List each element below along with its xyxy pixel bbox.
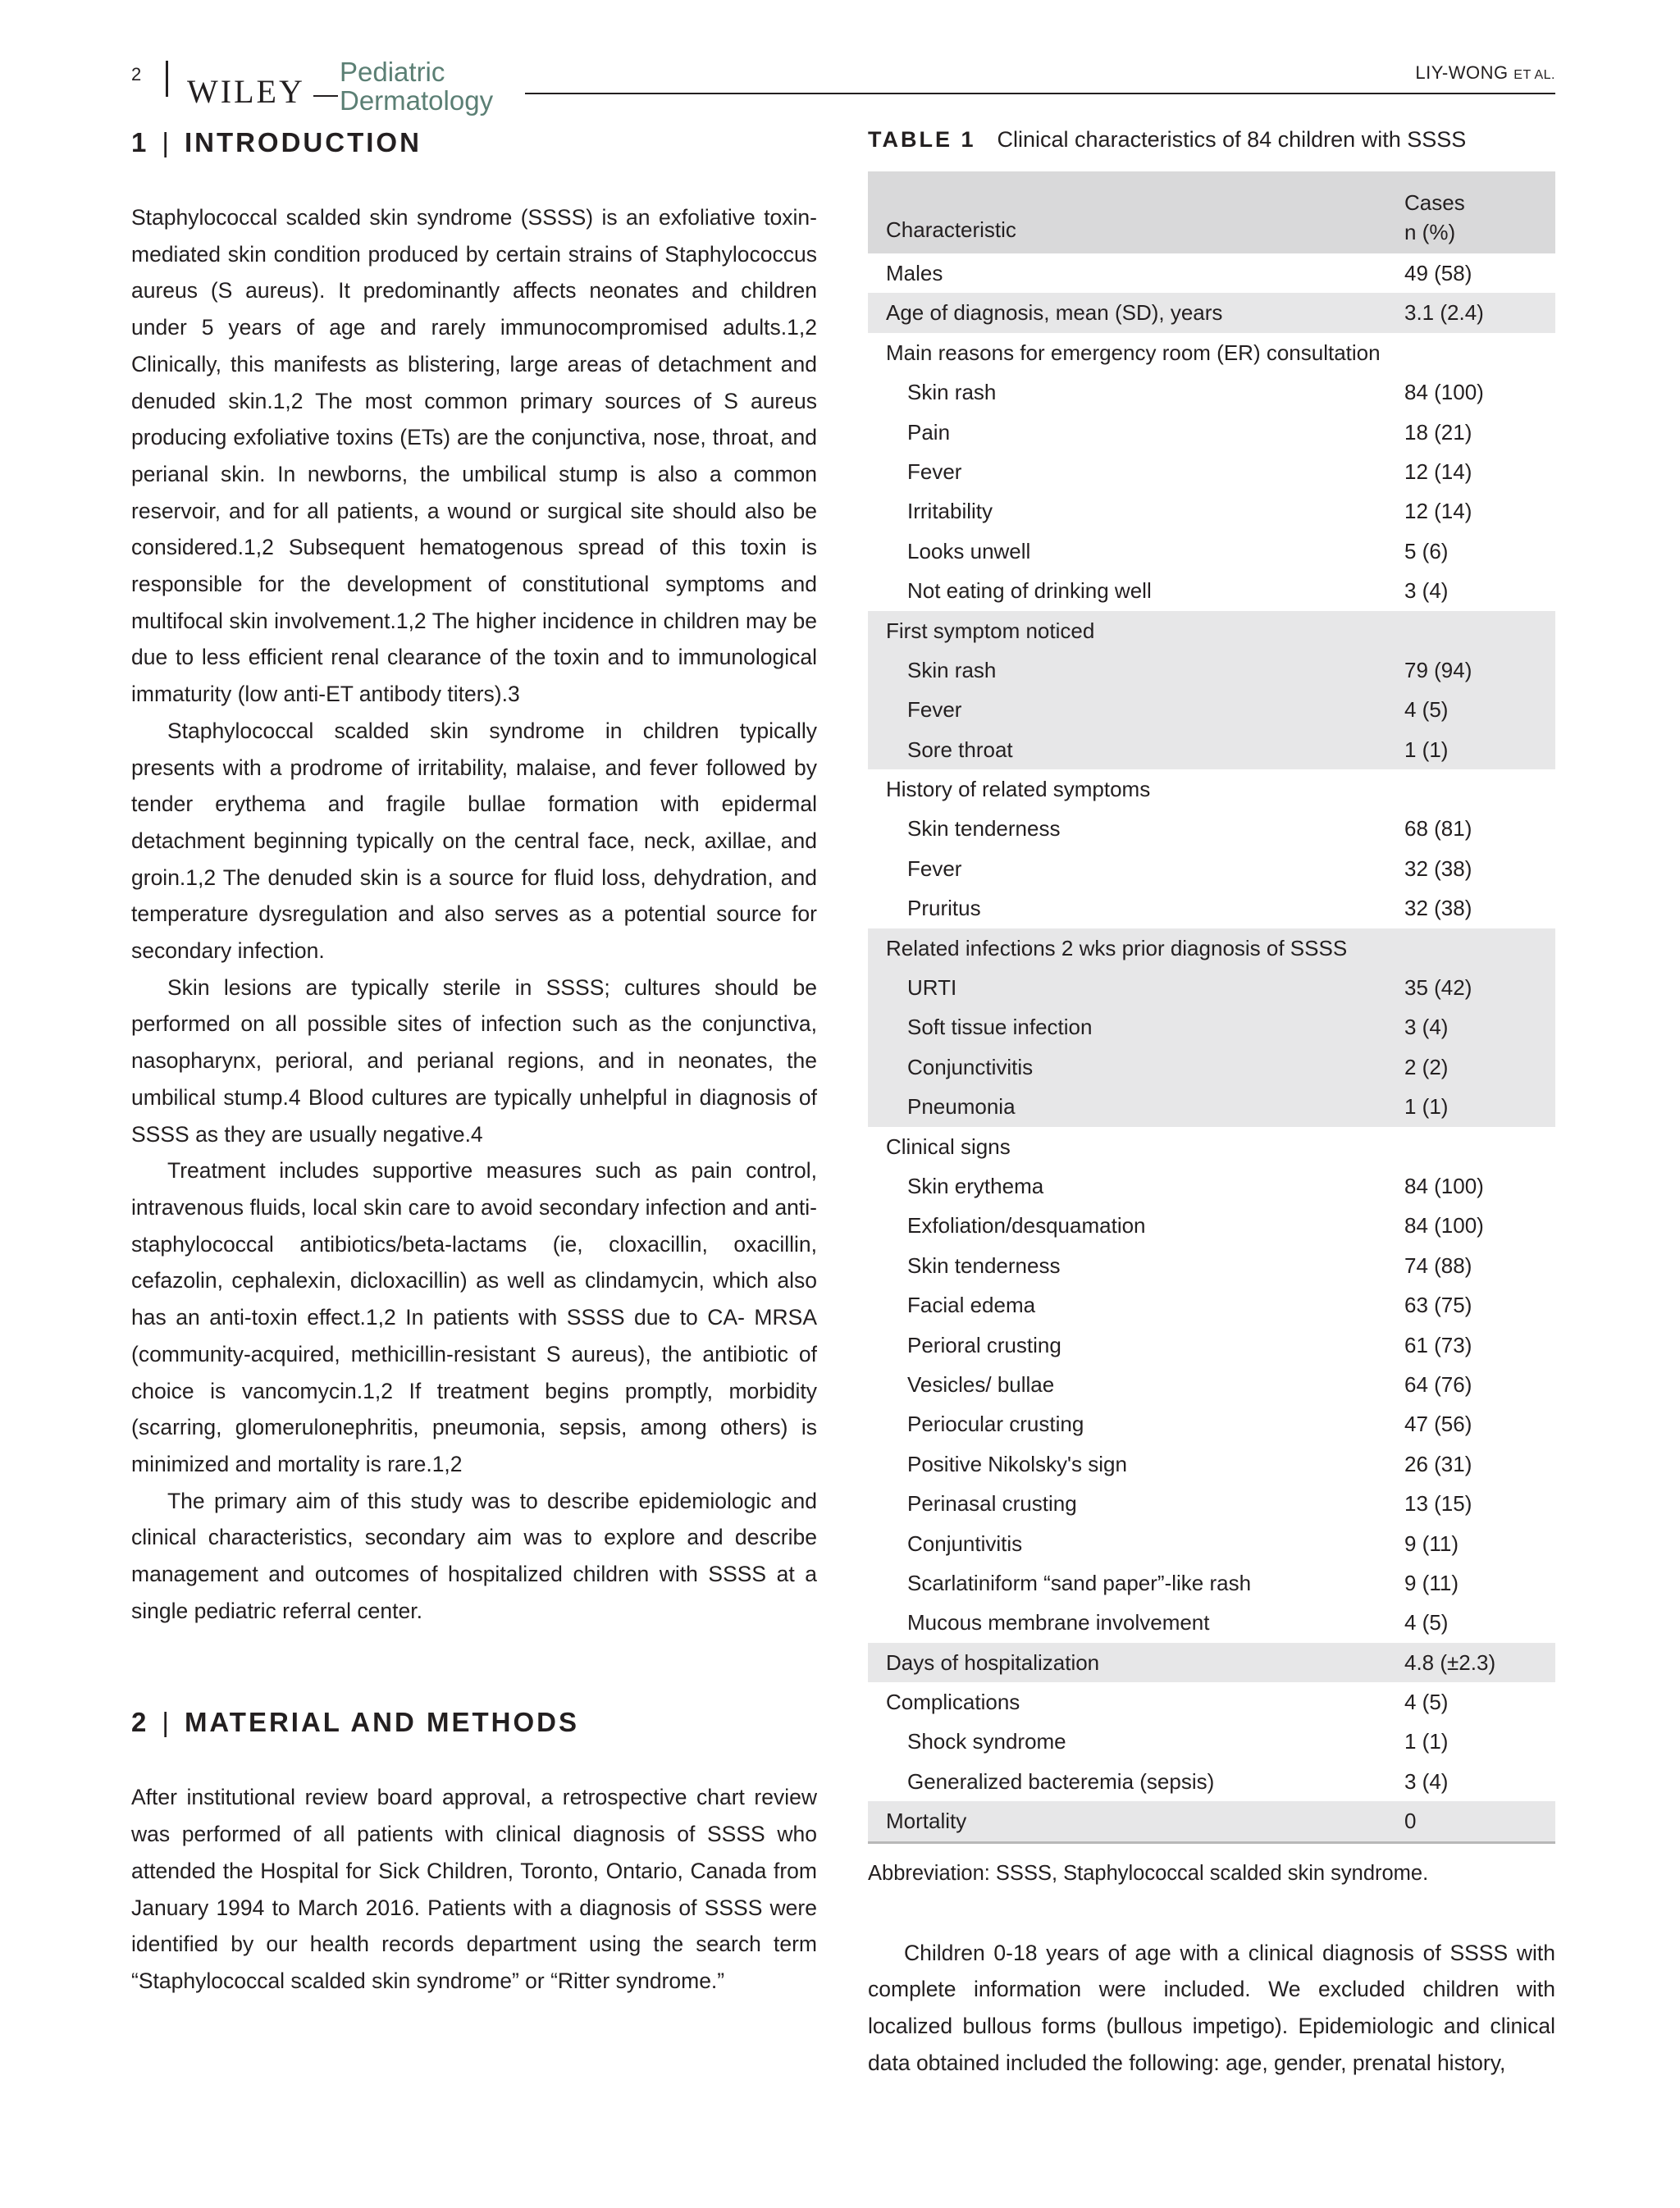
row-value: 9 (11) bbox=[1404, 1570, 1459, 1595]
row-label: Age of diagnosis, mean (SD), years bbox=[886, 300, 1223, 326]
row-value: 4.8 (±2.3) bbox=[1404, 1649, 1496, 1675]
row-value: 35 (42) bbox=[1404, 975, 1472, 1001]
table-body bbox=[868, 253, 1555, 1841]
row-label: Sore throat bbox=[907, 737, 1013, 762]
row-label: Scarlatiniform “sand paper”-like rash bbox=[907, 1570, 1252, 1595]
table-row bbox=[868, 452, 1555, 491]
header-rule bbox=[525, 93, 1555, 94]
table-row bbox=[868, 1007, 1555, 1047]
table-row bbox=[868, 1246, 1555, 1285]
table-row bbox=[868, 1325, 1555, 1365]
paragraph: Skin lesions are typically sterile in SSSS; cultures should be performed on all possible sites of infection such as the conjunctiva, nasopharynx, perioral, and perianal regions, and in neonates, the umbilical stump.4 Blood cultures are typically unhelpful in diagnosis of SSSS as they are usually negative.4 bbox=[131, 974, 817, 1147]
row-value: 12 (14) bbox=[1404, 499, 1472, 524]
row-value: 84 (100) bbox=[1404, 1173, 1484, 1198]
row-label: Irritability bbox=[907, 499, 993, 524]
row-value: 63 (75) bbox=[1404, 1293, 1472, 1318]
table-title: Clinical characteristics of 84 children with SSSS bbox=[997, 127, 1467, 152]
section-title: MATERIAL AND METHODS bbox=[184, 1707, 579, 1738]
section-separator: | bbox=[162, 1707, 171, 1738]
table-row bbox=[868, 650, 1555, 690]
row-label: Positive Nikolsky's sign bbox=[907, 1451, 1127, 1476]
table-row bbox=[868, 372, 1555, 412]
row-label: First symptom noticed bbox=[886, 618, 1095, 643]
row-label: Pain bbox=[907, 419, 951, 445]
table-row bbox=[868, 1563, 1555, 1603]
table-row bbox=[868, 1206, 1555, 1245]
column-header-cases-line2: n (%) bbox=[1404, 220, 1456, 244]
row-value: 61 (73) bbox=[1404, 1332, 1472, 1357]
row-value: 32 (38) bbox=[1404, 896, 1472, 921]
row-value: 4 (5) bbox=[1404, 1610, 1449, 1635]
row-label: Pruritus bbox=[907, 896, 981, 921]
row-value: 4 (5) bbox=[1404, 1690, 1449, 1715]
row-value: 84 (100) bbox=[1404, 1213, 1484, 1239]
table-row bbox=[868, 1682, 1555, 1722]
row-label: Perioral crusting bbox=[907, 1332, 1061, 1357]
row-value: 74 (88) bbox=[1404, 1252, 1472, 1278]
table-row bbox=[868, 1127, 1555, 1166]
methods-continuation bbox=[868, 1935, 1555, 2082]
section-heading-introduction bbox=[131, 127, 817, 168]
table-header-row bbox=[868, 171, 1555, 253]
row-label: Fever bbox=[907, 855, 962, 881]
paragraph: The primary aim of this study was to describe epidemiologic and clinical characteristics, secondary aim was to explore and describe management and outcomes of hospitalized children with SSSS at a single pediatric referral center. bbox=[131, 1488, 817, 1623]
row-label: URTI bbox=[907, 975, 957, 1001]
row-value: 1 (1) bbox=[1404, 737, 1449, 762]
journal-name-line2: Dermatology bbox=[340, 85, 494, 116]
left-column bbox=[131, 127, 817, 2000]
row-label: Conjuntivitis bbox=[907, 1531, 1023, 1556]
row-value: 3 (4) bbox=[1404, 1768, 1449, 1794]
row-value: 3 (4) bbox=[1404, 578, 1449, 604]
row-value: 49 (58) bbox=[1404, 261, 1472, 285]
row-label: Clinical signs bbox=[886, 1134, 1011, 1159]
section-number: 1 bbox=[131, 127, 149, 157]
row-label: Related infections 2 wks prior diagnosis of SSSS bbox=[886, 935, 1348, 960]
row-label: Mucous membrane involvement bbox=[907, 1610, 1210, 1635]
table-row bbox=[868, 253, 1555, 293]
paragraph: After institutional review board approval, a retrospective chart review was performed of all patients with clinical diagnosis of SSSS who attended the Hospital for Sick Children, Toronto, Ontario, Canada from January 1994 to March 2016. Patients with a diagnosis of SSSS were identified by our health records department using the search term “Staphylococcal scalded skin syndrome” or “Ritter syndrome.” bbox=[131, 1785, 817, 1993]
row-label: Days of hospitalization bbox=[886, 1649, 1100, 1675]
row-label: History of related symptoms bbox=[886, 777, 1151, 802]
row-label: Complications bbox=[886, 1690, 1020, 1715]
row-label: Soft tissue infection bbox=[907, 1015, 1093, 1040]
table-row bbox=[868, 531, 1555, 571]
journal-name-line1: Pediatric bbox=[340, 57, 445, 87]
row-value: 64 (76) bbox=[1404, 1371, 1472, 1397]
page-number: 2 bbox=[131, 64, 142, 84]
table-label: TABLE 1 bbox=[868, 127, 976, 152]
table-row bbox=[868, 690, 1555, 729]
header-divider bbox=[166, 61, 168, 97]
logo-dash bbox=[313, 95, 338, 97]
row-label: Looks unwell bbox=[907, 538, 1031, 563]
table-row bbox=[868, 1524, 1555, 1563]
row-label: Skin tenderness bbox=[907, 816, 1061, 842]
row-value: 5 (6) bbox=[1404, 538, 1449, 563]
row-label: Perinasal crusting bbox=[907, 1491, 1077, 1517]
row-label: Main reasons for emergency room (ER) consultation bbox=[886, 340, 1381, 365]
table-row bbox=[868, 769, 1555, 809]
table-row bbox=[868, 968, 1555, 1007]
row-value: 79 (94) bbox=[1404, 657, 1472, 682]
row-label: Skin rash bbox=[907, 657, 997, 682]
row-value: 3 (4) bbox=[1404, 1015, 1449, 1040]
row-label: Facial edema bbox=[907, 1293, 1036, 1318]
paragraph: Staphylococcal scalded skin syndrome in children typically presents with a prodrome of irritability, malaise, and fever followed by tender erythema and fragile bullae formation with epidermal detachment beginning typically on the central face, neck, axillae, and groin.1,2 The denuded skin is a source for fluid loss, dehydration, and temperature dysregulation and also serves as a potential source for secondary infection. bbox=[131, 718, 817, 964]
running-head-suffix: ET AL. bbox=[1513, 68, 1555, 82]
row-value: 1 (1) bbox=[1404, 1094, 1449, 1120]
row-value: 32 (38) bbox=[1404, 855, 1472, 881]
table-row bbox=[868, 1603, 1555, 1642]
table-row bbox=[868, 1404, 1555, 1444]
row-label: Generalized bacteremia (sepsis) bbox=[907, 1768, 1215, 1794]
methods-body bbox=[131, 1779, 817, 1999]
publisher-logo: WILEY bbox=[187, 73, 305, 110]
running-head-author: LIY-WONG bbox=[1415, 62, 1509, 83]
table-row bbox=[868, 809, 1555, 848]
journal-name bbox=[340, 57, 493, 115]
table-row bbox=[868, 849, 1555, 888]
row-value: 47 (56) bbox=[1404, 1412, 1472, 1437]
column-header-cases-line1: Cases bbox=[1404, 190, 1465, 215]
row-value: 18 (21) bbox=[1404, 419, 1472, 445]
table-row bbox=[868, 1444, 1555, 1484]
section-heading-methods bbox=[131, 1707, 817, 1748]
table-row bbox=[868, 571, 1555, 610]
table-row bbox=[868, 1762, 1555, 1801]
row-label: Conjunctivitis bbox=[907, 1054, 1034, 1079]
running-head bbox=[1415, 62, 1555, 84]
row-label: Shock syndrome bbox=[907, 1729, 1066, 1754]
section-title: INTRODUCTION bbox=[184, 127, 422, 157]
column-header-characteristic: Characteristic bbox=[886, 217, 1016, 242]
table-row bbox=[868, 1643, 1555, 1682]
row-label: Skin rash bbox=[907, 380, 997, 405]
paragraph: Children 0-18 years of age with a clinical diagnosis of SSSS with complete information were included. We excluded children with localized bullous forms (bullous impetigo). Epidemiologic and clinical data obtained included the following: age, gender, prenatal history, bbox=[868, 1940, 1555, 2075]
row-label: Fever bbox=[907, 458, 962, 484]
row-label: Pneumonia bbox=[907, 1094, 1016, 1120]
row-label: Vesicles/ bullae bbox=[907, 1371, 1055, 1397]
introduction-body bbox=[131, 199, 817, 1629]
table-row bbox=[868, 491, 1555, 531]
row-label: Skin erythema bbox=[907, 1173, 1044, 1198]
table-row bbox=[868, 1285, 1555, 1325]
table-row bbox=[868, 1166, 1555, 1206]
table-footnote: Abbreviation: SSSS, Staphylococcal scalded skin syndrome. bbox=[868, 1861, 1429, 1885]
table-row bbox=[868, 611, 1555, 650]
row-value: 9 (11) bbox=[1404, 1531, 1459, 1556]
section-number: 2 bbox=[131, 1707, 149, 1738]
page-header bbox=[131, 56, 1555, 121]
row-label: Not eating of drinking well bbox=[907, 578, 1152, 604]
row-value: 12 (14) bbox=[1404, 458, 1472, 484]
row-label: Males bbox=[886, 261, 943, 285]
table-row bbox=[868, 888, 1555, 928]
table-row bbox=[868, 413, 1555, 452]
row-value: 2 (2) bbox=[1404, 1054, 1449, 1079]
table-caption bbox=[868, 127, 1555, 171]
table-row bbox=[868, 1484, 1555, 1523]
row-value: 4 (5) bbox=[1404, 697, 1449, 723]
right-column bbox=[868, 127, 1555, 2081]
row-label: Mortality bbox=[886, 1809, 967, 1834]
row-label: Periocular crusting bbox=[907, 1412, 1084, 1437]
row-label: Exfoliation/desquamation bbox=[907, 1213, 1146, 1239]
row-value: 68 (81) bbox=[1404, 816, 1472, 842]
table-row bbox=[868, 1365, 1555, 1404]
table-bottom-rule bbox=[868, 1841, 1555, 1844]
table-row bbox=[868, 1087, 1555, 1126]
table-row bbox=[868, 333, 1555, 372]
column-header-cases bbox=[1404, 188, 1465, 247]
table-row bbox=[868, 1801, 1555, 1841]
row-label: Skin tenderness bbox=[907, 1252, 1061, 1278]
paragraph: Treatment includes supportive measures such as pain control, intravenous fluids, local skin care to avoid secondary infection and anti-staphylococcal antibiotics/beta-lactams (ie, cloxacillin, oxacillin, cefazolin, cephalexin, dicloxacillin) as well as clindamycin, which also has an anti-toxin effect.1,2 In patients with SSSS due to CA- MRSA (community-acquired, methicillin-resistant S aureus), the antibiotic of choice is vancomycin.1,2 If treatment begins promptly, morbidity (scarring, glomerulonephritis, pneumonia, sepsis, among others) is minimized and mortality is rare.1,2 bbox=[131, 1158, 817, 1476]
row-value: 13 (15) bbox=[1404, 1491, 1472, 1517]
section-separator: | bbox=[162, 127, 171, 157]
row-value: 3.1 (2.4) bbox=[1404, 300, 1484, 326]
row-label: Fever bbox=[907, 697, 962, 723]
table-row bbox=[868, 730, 1555, 769]
table-row bbox=[868, 1047, 1555, 1087]
table-row bbox=[868, 1722, 1555, 1761]
row-value: 0 bbox=[1404, 1809, 1417, 1834]
row-value: 1 (1) bbox=[1404, 1729, 1449, 1754]
table-row bbox=[868, 928, 1555, 968]
row-value: 26 (31) bbox=[1404, 1451, 1472, 1476]
paragraph: Staphylococcal scalded skin syndrome (SSSS) is an exfoliative toxin-mediated skin condition produced by certain strains of Staphylococcus aureus (S aureus). It predominantly affects neonates and children under 5 years of age and rarely immunocompromised adults.1,2 Clinically, this manifests as blistering, large areas of detachment and denuded skin.1,2 The most common primary sources of S aureus producing exfoliative toxins (ETs) are the conjunctiva, nose, throat, and perianal skin. In newborns, the umbilical stump is also a common reservoir, and for all patients, a wound or surgical site should also be considered.1,2 Subsequent hematogenous spread of this toxin is responsible for the development of constitutional symptoms and multifocal skin involvement.1,2 The higher incidence in children may be due to less efficient renal clearance of the toxin and to immunological immaturity (low anti-ET antibody titers).3 bbox=[131, 205, 817, 707]
row-value: 84 (100) bbox=[1404, 380, 1484, 405]
table-row bbox=[868, 293, 1555, 332]
